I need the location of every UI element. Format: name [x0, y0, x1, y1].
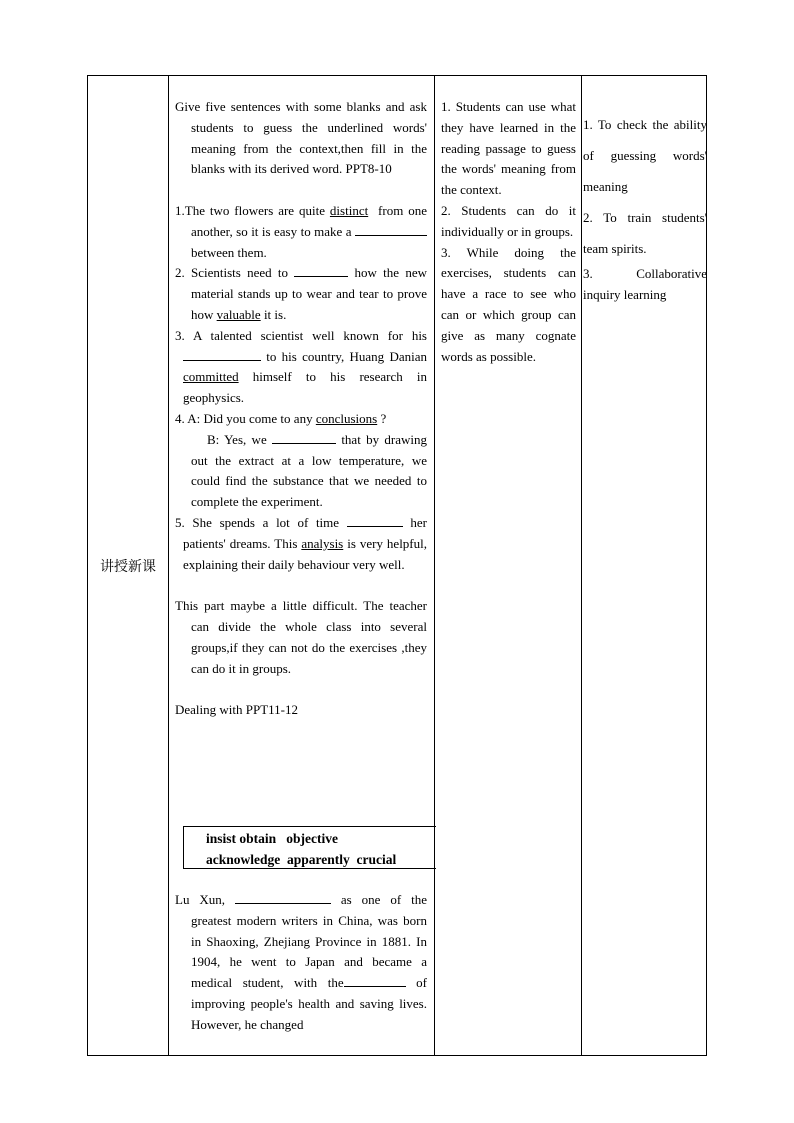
- sentence-2: 2. Scientists need to how the new material stands up to wear and tear to prove how valuable it is.: [175, 265, 427, 322]
- column-divider: [434, 76, 435, 1055]
- passage-block: [175, 890, 427, 1055]
- teacher-note: This part maybe a little difficult. The teacher can divide the whole class into several groups,if they can not do the exercises ,they can do it in groups.: [175, 598, 427, 676]
- word-bank-line-1: insist obtain objective: [206, 831, 339, 846]
- column-divider: [168, 76, 169, 1055]
- word-bank-line-2: acknowledge apparently crucial: [206, 852, 397, 867]
- lesson-plan-table: [87, 75, 707, 1056]
- sentence-1: 1.The two flowers are quite distinct from one another, so it is easy to make a between them.: [175, 202, 427, 260]
- answer-blank: [355, 222, 427, 236]
- procedure-intro: Give five sentences with some blanks and ask students to guess the underlined words' meaning from the context,then fill in the blanks with its derived word. PPT8-10: [175, 99, 427, 177]
- purpose-1: 1. To check the ability of guessing words' meaning: [583, 117, 707, 194]
- stage-label: 讲授新课: [100, 558, 156, 575]
- stage-label-cell: [88, 76, 168, 1055]
- column-divider: [581, 76, 582, 1055]
- word-bank-box: [183, 826, 436, 869]
- answer-blank: [347, 513, 403, 527]
- purpose-2: 2. To train students' team spirits.: [583, 210, 707, 256]
- purpose-3: 3. Collaborative inquiry learning: [583, 266, 707, 302]
- sentence-4a: 4. A: Did you come to any conclusions ?: [175, 410, 387, 426]
- purpose-column: [583, 109, 707, 1055]
- activity-1: 1. Students can use what they have learned in the reading passage to guess the words' meaning from the context.: [441, 99, 576, 198]
- passage-text: Lu Xun, as one of the greatest modern writers in China, was born in Shaoxing, Zhejiang Province in 1881. In 1904, he went to Japan and became a medical student, with the of improving people's health and saving lives. However, he changed: [175, 892, 427, 1032]
- answer-blank: [235, 890, 331, 904]
- activity-3: 3. While doing the exercises, students can have a race to see who can or which group can give as many cognate words as possible.: [441, 244, 576, 364]
- sentence-3: 3. A talented scientist well known for his to his country, Huang Danian committed himself to his research in geophysics.: [175, 327, 427, 406]
- sentence-4b: B: Yes, we that by drawing out the extract at a low temperature, we could find the substance that we needed to complete the experiment.: [191, 431, 427, 510]
- answer-blank: [294, 263, 348, 277]
- dealing-line: Dealing with PPT11-12: [175, 702, 299, 718]
- answer-blank: [183, 347, 261, 361]
- activity-2: 2. Students can do it individually or in groups.: [441, 202, 576, 239]
- answer-blank: [272, 430, 336, 444]
- answer-blank: [344, 973, 406, 987]
- student-activity-column: [441, 97, 576, 1055]
- sentence-5: 5. She spends a lot of time her patients' dreams. This analysis is very helpful, explaining their daily behaviour very well.: [175, 514, 427, 572]
